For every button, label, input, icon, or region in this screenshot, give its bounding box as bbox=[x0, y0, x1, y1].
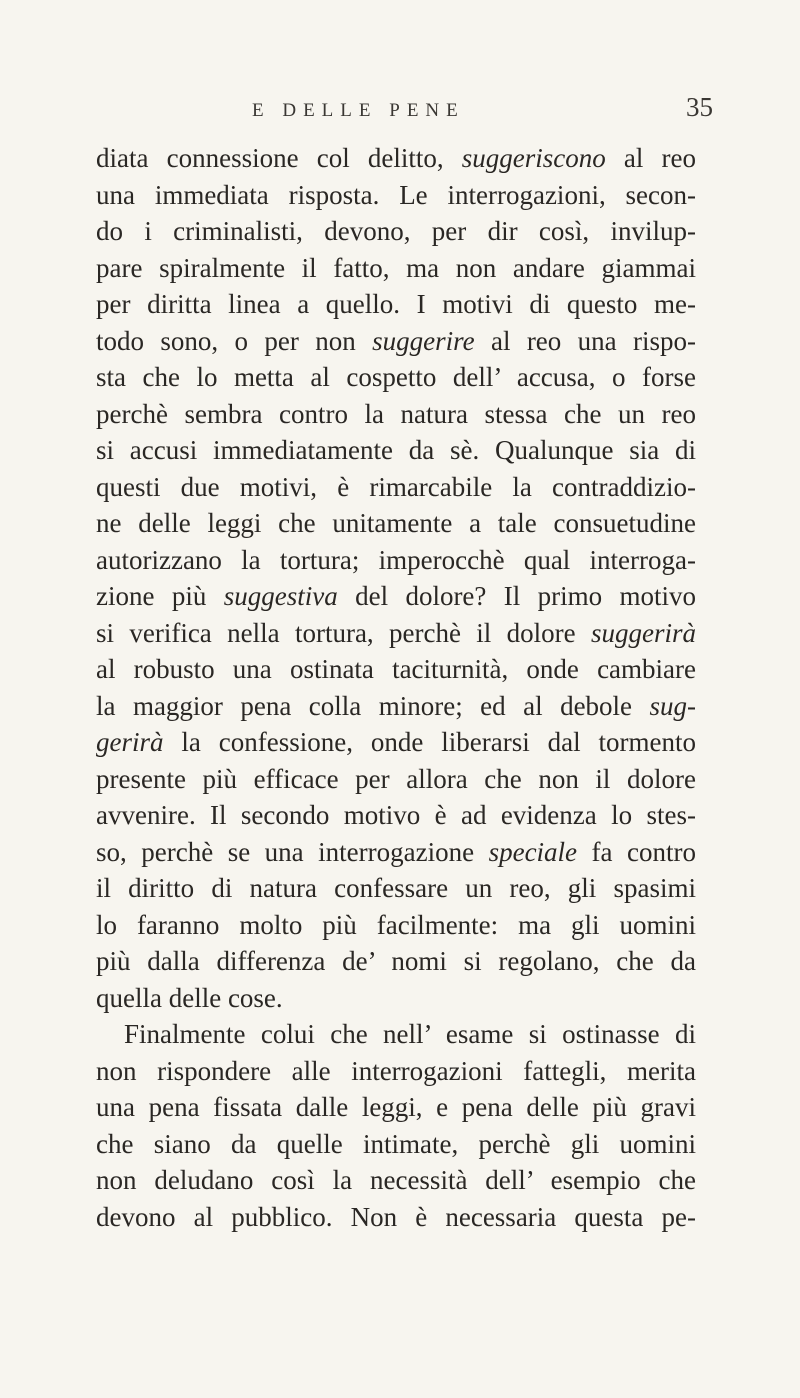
text-line bbox=[96, 1089, 696, 1126]
text-line bbox=[96, 323, 696, 360]
text-line bbox=[96, 797, 696, 834]
text-segment: autorizzano la tortura; imperocchè qual interroga- bbox=[96, 544, 696, 575]
text-line bbox=[96, 1016, 696, 1053]
text-segment: fa contro bbox=[577, 836, 696, 867]
text-line bbox=[96, 177, 696, 214]
italic-text: speciale bbox=[488, 836, 578, 867]
text-segment: al reo bbox=[605, 143, 696, 173]
text-segment: non deludano così la necessità dell’ esempio che bbox=[96, 1165, 696, 1195]
running-title: E DELLE PENE bbox=[252, 100, 465, 121]
text-line bbox=[96, 1053, 696, 1090]
text-segment: Finalmente colui che nell’ esame si ostinasse di bbox=[124, 1019, 696, 1049]
text-line bbox=[96, 724, 696, 761]
text-segment: questi due motivi, è rimarcabile la contraddizio- bbox=[96, 471, 696, 502]
text-line bbox=[96, 286, 696, 323]
text-line bbox=[96, 1126, 696, 1163]
text-segment: perchè sembra contro la natura stessa che un reo bbox=[96, 398, 696, 429]
text-line bbox=[96, 213, 696, 250]
text-segment: al robusto una ostinata taciturnità, onde cambiare bbox=[96, 654, 696, 684]
text-segment: so, perchè se una interrogazione bbox=[96, 836, 489, 867]
text-line bbox=[96, 1162, 696, 1199]
text-segment: si accusi immediatamente da sè. Qualunque sia di bbox=[96, 435, 696, 465]
italic-text: gerirà bbox=[96, 727, 164, 757]
text-line bbox=[96, 834, 696, 871]
text-segment: si verifica nella tortura, perchè il dolore bbox=[96, 617, 591, 648]
text-segment: del dolore? Il primo motivo bbox=[337, 581, 696, 611]
text-segment: sta che lo metta al cospetto dell’ accusa, o forse bbox=[96, 362, 696, 392]
italic-text: suggerirà bbox=[590, 617, 696, 648]
italic-text: suggestiva bbox=[223, 581, 338, 611]
text-line bbox=[96, 615, 696, 652]
text-line bbox=[96, 761, 696, 798]
text-line bbox=[96, 469, 696, 506]
text-segment: diata connessione col delitto, bbox=[96, 143, 462, 173]
text-segment: pare spiralmente il fatto, ma non andare giammai bbox=[96, 252, 696, 283]
text-segment: todo sono, o per non bbox=[96, 325, 373, 356]
running-head bbox=[0, 92, 800, 128]
text-line bbox=[96, 250, 696, 287]
text-line bbox=[96, 359, 696, 396]
text-line bbox=[96, 432, 696, 469]
text-segment: il diritto di natura confessare un reo, gli spasimi bbox=[96, 873, 696, 903]
text-segment: quella delle cose. bbox=[96, 982, 283, 1013]
text-segment: lo faranno molto più facilmente: ma gli uomini bbox=[96, 909, 696, 940]
text-segment: presente più efficace per allora che non il dolore bbox=[96, 763, 696, 794]
italic-text: sug- bbox=[649, 690, 696, 721]
italic-text: suggeriscono bbox=[461, 143, 606, 173]
text-segment: che siano da quelle intimate, perchè gli uomini bbox=[96, 1128, 696, 1159]
text-line bbox=[96, 907, 696, 944]
text-line bbox=[96, 651, 696, 688]
text-segment: ne delle leggi che unitamente a tale consuetudine bbox=[96, 508, 696, 538]
body-text bbox=[96, 140, 696, 1235]
text-line bbox=[96, 140, 696, 177]
text-segment: per diritta linea a quello. I motivi di questo me- bbox=[96, 289, 696, 319]
text-segment: avvenire. Il secondo motivo è ad evidenza lo stes- bbox=[96, 800, 696, 830]
text-segment: al reo una rispo- bbox=[474, 325, 697, 356]
text-segment: devono al pubblico. Non è necessaria questa pe- bbox=[96, 1201, 696, 1232]
text-segment: una pena fissata dalle leggi, e pena delle più gravi bbox=[96, 1092, 696, 1122]
text-segment: la confessione, onde liberarsi dal tormento bbox=[163, 727, 696, 757]
text-line bbox=[96, 870, 696, 907]
italic-text: suggerire bbox=[372, 325, 475, 356]
text-segment: do i criminalisti, devono, per dir così, invilup- bbox=[96, 216, 696, 246]
text-segment: più dalla differenza de’ nomi si regolano, che da bbox=[96, 946, 696, 976]
text-segment: una immediata risposta. Le interrogazioni, secon- bbox=[96, 179, 696, 210]
text-line bbox=[96, 578, 696, 615]
page-number: 35 bbox=[686, 92, 713, 122]
text-line bbox=[96, 688, 696, 725]
text-segment: non rispondere alle interrogazioni fattegli, merita bbox=[96, 1055, 696, 1086]
text-line bbox=[96, 980, 696, 1017]
text-line bbox=[96, 396, 696, 433]
text-line bbox=[96, 542, 696, 579]
text-segment: la maggior pena colla minore; ed al debole bbox=[96, 690, 650, 721]
text-segment: zione più bbox=[96, 581, 224, 611]
text-line bbox=[96, 505, 696, 542]
text-line bbox=[96, 943, 696, 980]
text-line bbox=[96, 1199, 696, 1236]
